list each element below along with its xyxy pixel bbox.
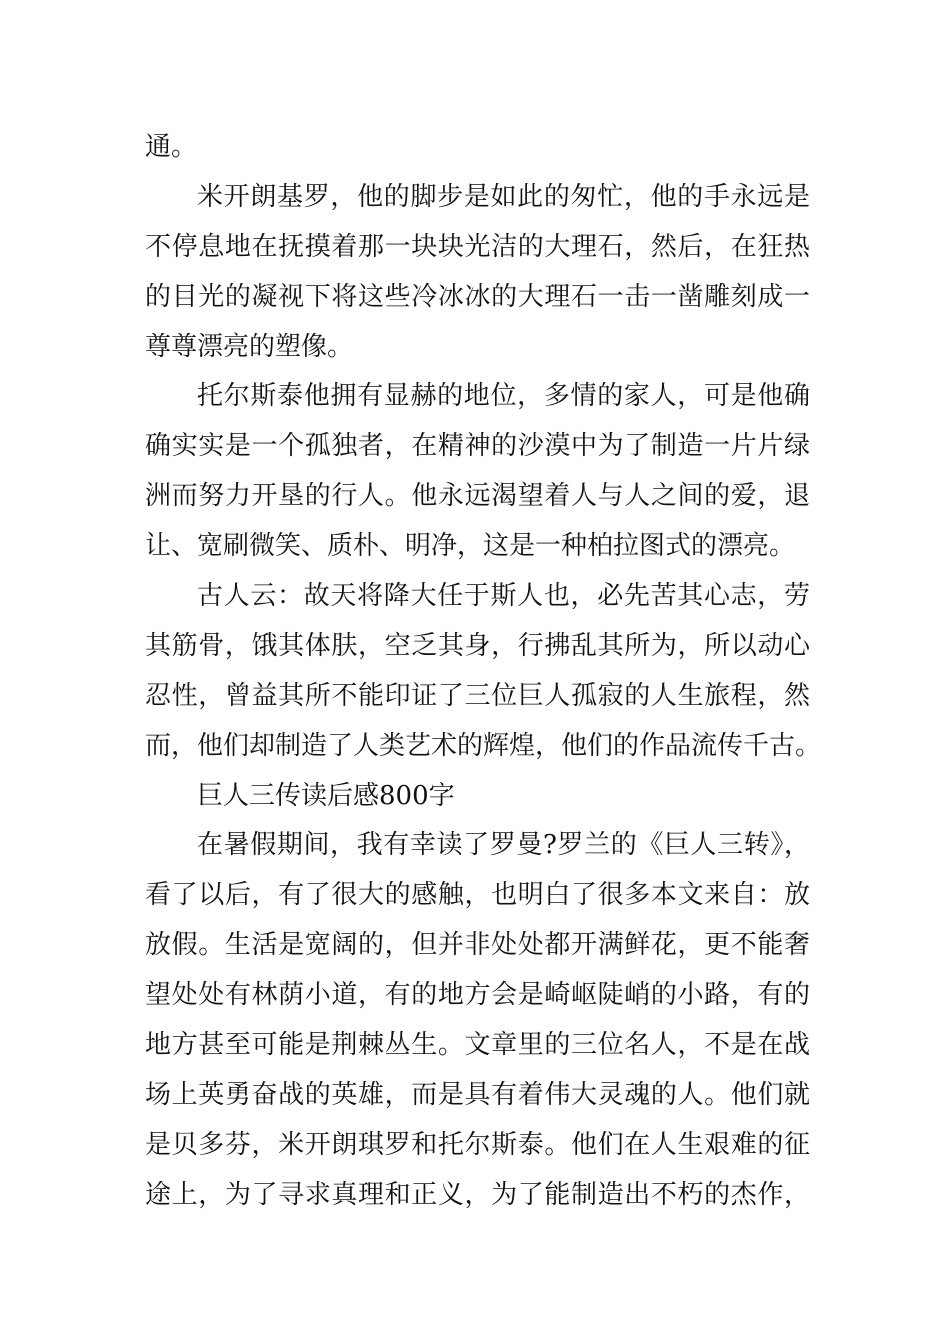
text-line: 不停息地在抚摸着那一块块光洁的大理石，然后，在狂热 [145, 231, 810, 262]
text-line: 尊尊漂亮的塑像。 [145, 331, 354, 362]
section-heading: 巨人三传读后感800字 [197, 780, 455, 811]
text-line: 是贝多芬，米开朗琪罗和托尔斯泰。他们在人生艰难的征 [145, 1129, 810, 1160]
text-line: 洲而努力开垦的行人。他永远渴望着人与人之间的爱，退 [145, 481, 810, 512]
text-line: 望处处有林荫小道，有的地方会是崎岖陡峭的小路，有的 [145, 980, 810, 1011]
text-line: 看了以后，有了很大的感触，也明白了很多本文来自：放 [145, 880, 810, 911]
text-line: 在暑假期间，我有幸读了罗曼?罗兰的《巨人三转》， [197, 830, 810, 861]
text-line: 场上英勇奋战的英雄，而是具有着伟大灵魂的人。他们就 [145, 1079, 810, 1110]
text-line: 途上，为了寻求真理和正义，为了能制造出不朽的杰作， [145, 1179, 810, 1210]
text-line: 地方甚至可能是荆棘丛生。文章里的三位名人，不是在战 [145, 1030, 810, 1061]
text-line: 让、宽刷微笑、质朴、明净，这是一种柏拉图式的漂亮。 [145, 531, 796, 562]
text-line: 托尔斯泰他拥有显赫的地位，多情的家人，可是他确 [197, 381, 810, 412]
text-line: 而，他们却制造了人类艺术的辉煌，他们的作品流传千古。 [145, 730, 822, 761]
text-line: 放假。生活是宽阔的，但并非处处都开满鲜花，更不能奢 [145, 930, 810, 961]
text-line: 古人云：故天将降大任于斯人也，必先苦其心志，劳 [197, 581, 810, 612]
document-body [145, 123, 822, 1221]
text-line: 的目光的凝视下将这些冷冰冰的大理石一击一凿雕刻成一 [145, 281, 810, 312]
text-line: 确实实是一个孤独者，在精神的沙漠中为了制造一片片绿 [145, 431, 810, 462]
text-line: 其筋骨，饿其体肤，空乏其身，行拂乱其所为，所以动心 [145, 630, 810, 661]
text-line: 通。 [145, 132, 198, 162]
text-line: 米开朗基罗，他的脚步是如此的匆忙，他的手永远是 [197, 181, 810, 212]
text-line: 忍性，曾益其所不能印证了三位巨人孤寂的人生旅程，然 [145, 680, 810, 711]
